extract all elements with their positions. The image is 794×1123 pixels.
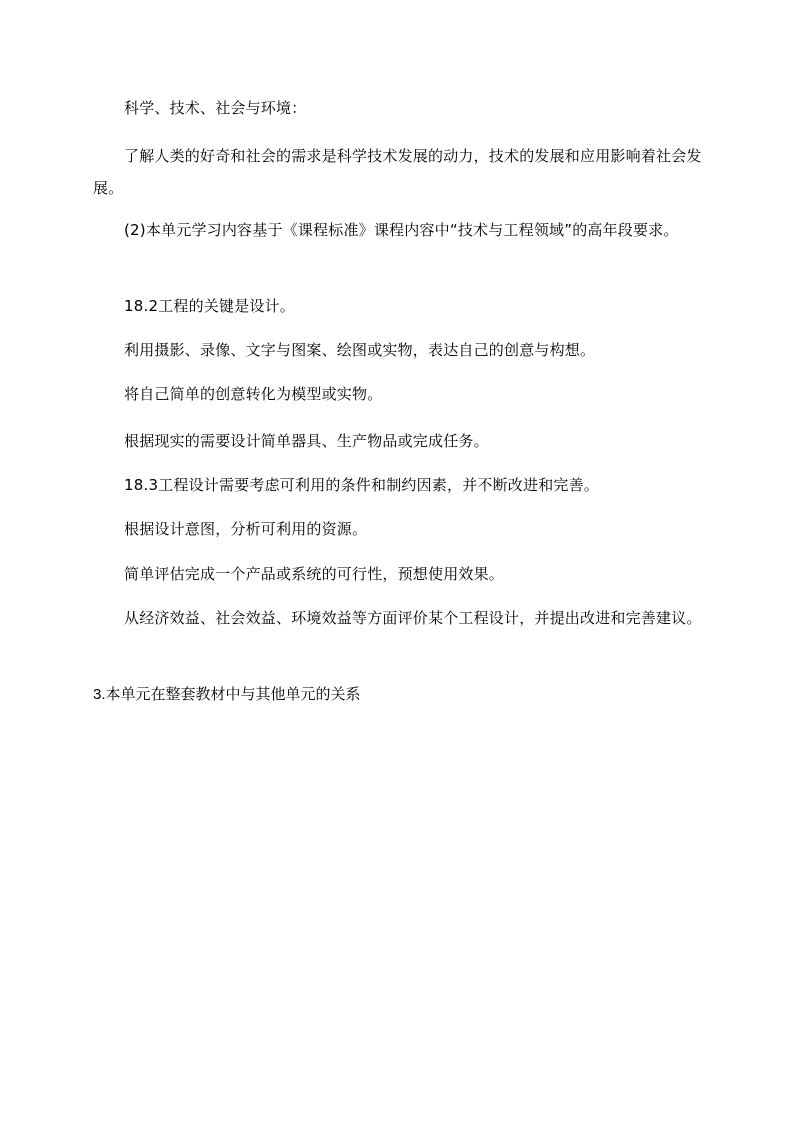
paragraph-model-conversion: 将自己简单的创意转化为模型或实物。 (124, 385, 383, 403)
paragraph-evaluate-design: 从经济效益、社会效益、环境效益等方面评价某个工程设计，并提出改进和完善建议。 (124, 609, 702, 627)
paragraph-design-tools: 根据现实的需要设计简单器具、生产物品或完成任务。 (124, 432, 489, 450)
paragraph-evaluate-feasibility: 简单评估完成一个产品或系统的可行性，预想使用效果。 (124, 565, 505, 583)
paragraph-human-curiosity: 了解人类的好奇和社会的需求是科学技术发展的动力，技术的发展和应用影响着社会发展。 (93, 147, 702, 197)
paragraph-18-2: 18.2工程的关键是设计。 (124, 297, 295, 315)
section-heading: 3.本单元在整套教材中与其他单元的关系 (93, 686, 361, 703)
paragraph-18-3: 18.3工程设计需要考虑可利用的条件和制约因素，并不断改进和完善。 (124, 476, 600, 494)
paragraph-express-ideas: 利用摄影、录像、文字与图案、绘图或实物，表达自己的创意与构想。 (124, 341, 596, 359)
paragraph-sts-environment: 科学、技术、社会与环境： (124, 99, 307, 117)
paragraph-curriculum-standard: (2)本单元学习内容基于《课程标准》课程内容中“技术与工程领域”的高年段要求。 (124, 221, 679, 239)
paragraph-analyze-resources: 根据设计意图，分析可利用的资源。 (124, 520, 368, 538)
